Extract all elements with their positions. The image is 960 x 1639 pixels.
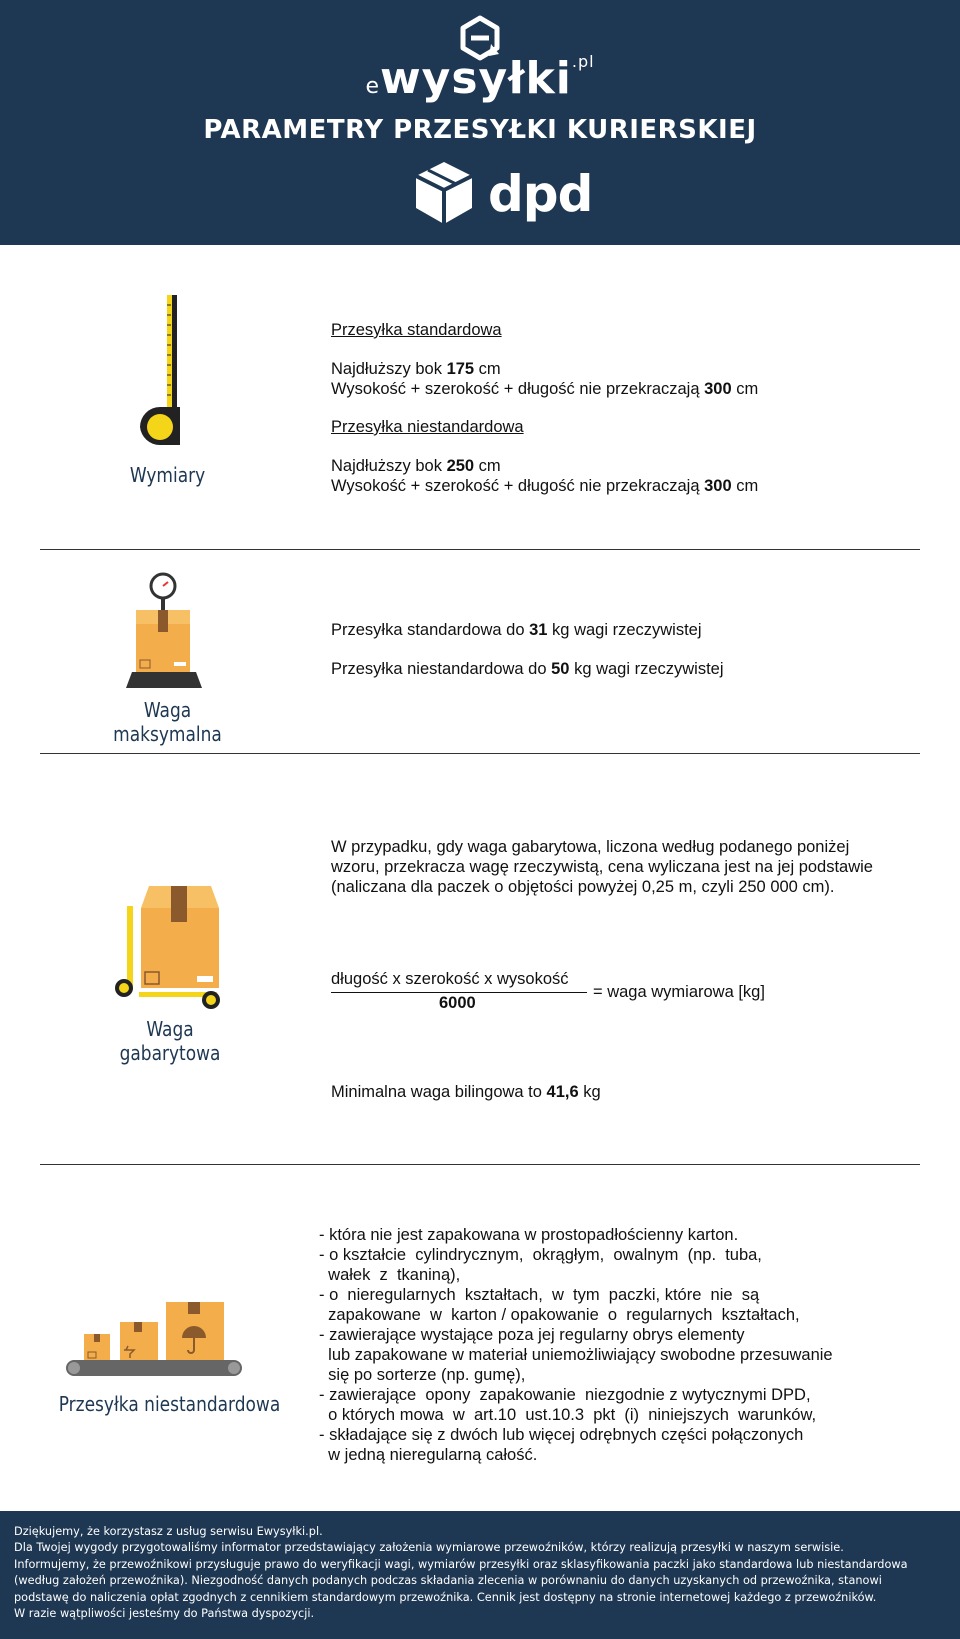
formula-result: = waga wymiarowa [kg] (593, 983, 765, 1001)
scale-icon (126, 574, 202, 688)
max-weight-text (331, 620, 911, 679)
header-banner (0, 0, 960, 245)
conveyor-belt-icon (66, 1302, 242, 1376)
dim-weight-intro (331, 837, 931, 897)
brand-prefix: e (365, 74, 380, 99)
max-weight-line-2: Przesyłka niestandardowa do 50 kg wagi rzeczywistej (331, 660, 724, 678)
standard-line-2: Wysokość + szerokość + długość nie przekraczają 300 cm (331, 380, 759, 398)
brand-name (0, 52, 960, 104)
dimensions-label: Wymiary (129, 463, 206, 487)
list-item: - zawierające wystające poza jej regularny obrys elementy (319, 1326, 745, 1344)
footer-line: (według założeń przewoźnika). Niezgodność danych podanych podczas składania zlecenia w porównaniu do danych uzyskanych od przewoźnika, stanowi (14, 1574, 882, 1588)
page-title: PARAMETRY PRZESYŁKI KURIERSKIEJ (203, 115, 757, 145)
nonstandard-conditions-list (319, 1225, 919, 1465)
nonstandard-label: Przesyłka niestandardowa (58, 1392, 281, 1416)
carrier-logo-text: dpd (488, 165, 593, 223)
max-weight-line-1: Przesyłka standardowa do 31 kg wagi rzeczywistej (331, 621, 702, 639)
divider (40, 549, 920, 550)
nonstandard-line-2: Wysokość + szerokość + długość nie przekraczają 300 cm (331, 477, 759, 495)
footer-line: podstawę do naliczenia opłat zgodnych z cennikiem standardowym przewoźnika. Cennik jest dostępny na stronie internetowej każdego z przewoźników. (14, 1590, 877, 1604)
intro-line-1: W przypadku, gdy waga gabarytowa, liczona według podanego poniżej (331, 838, 850, 856)
divider (40, 1164, 920, 1165)
footer-line: Dla Twojej wygody przygotowaliśmy informator przedstawiający założenia wymiarowe przewoźników, którzy realizują przesyłki w naszym serwisie. (14, 1541, 844, 1555)
list-item: w jedną nieregularną całość. (319, 1446, 538, 1464)
brand-main: wysyłki (379, 53, 572, 104)
list-item: - która nie jest zapakowana w prostopadłościenny karton. (319, 1226, 739, 1244)
footer-line: W razie wątpliwości jesteśmy do Państwa dyspozycji. (14, 1607, 315, 1621)
nonstandard-heading: Przesyłka niestandardowa (331, 418, 524, 436)
intro-line-3: (naliczana dla paczek o objętości powyżej 0,25 m, czyli 250 000 cm). (331, 878, 835, 896)
formula-numerator: długość x szerokość x wysokość (331, 970, 569, 988)
dim-weight-label: Waga gabarytowa (119, 1017, 221, 1065)
tape-measure-icon (140, 295, 190, 450)
footer (0, 1511, 960, 1639)
list-item: zapakowane w karton / opakowanie o regularnych kształtach, (319, 1306, 800, 1324)
intro-line-2: wzoru, przekracza wagę rzeczywistą, cena wyliczana jest na jej podstawie (331, 858, 873, 876)
footer-line: Dziękujemy, że korzystasz z usług serwisu Ewysyłki.pl. (14, 1525, 323, 1538)
standard-heading: Przesyłka standardowa (331, 321, 502, 339)
list-item: - o kształcie cylindrycznym, okrągłym, owalnym (np. tuba, (319, 1246, 762, 1264)
max-weight-label: Waga maksymalna (113, 698, 222, 746)
list-item: lub zapakowane w materiał uniemożliwiający swobodne przesuwanie (319, 1346, 833, 1364)
nonstandard-line-1: Najdłuższy bok 250 cm (331, 457, 501, 475)
list-item: o których mowa w art.10 ust.10.3 pkt (i) niniejszych warunków, (319, 1406, 817, 1424)
list-item: - składające się z dwóch lub więcej odrębnych części połączonych (319, 1426, 804, 1444)
formula-denominator: 6000 (439, 994, 476, 1012)
standard-line-1: Najdłuższy bok 175 cm (331, 360, 501, 378)
list-item: się po sorterze (np. gumę), (319, 1366, 526, 1384)
brand-suffix: .pl (571, 52, 595, 71)
list-item: - o nieregularnych kształtach, w tym paczki, które nie są (319, 1286, 760, 1304)
dimensions-text (331, 320, 911, 496)
list-item: wałek z tkaniną), (319, 1266, 461, 1284)
footer-text (14, 1524, 949, 1622)
box-with-tape-icon (115, 886, 220, 1009)
min-weight-text: Minimalna waga bilingowa to 41,6 kg (331, 1083, 601, 1101)
footer-line: Informujemy, że przewoźnikowi przysługuje prawo do weryfikacji wagi, wymiarów przesyłki oraz sklasyfikowania paczki jako standardowa lub niestandardowa (14, 1557, 908, 1571)
fraction-bar (331, 992, 587, 993)
divider (40, 753, 920, 754)
list-item: - zawierające opony zapakowanie niezgodnie z wytycznymi DPD, (319, 1386, 811, 1404)
